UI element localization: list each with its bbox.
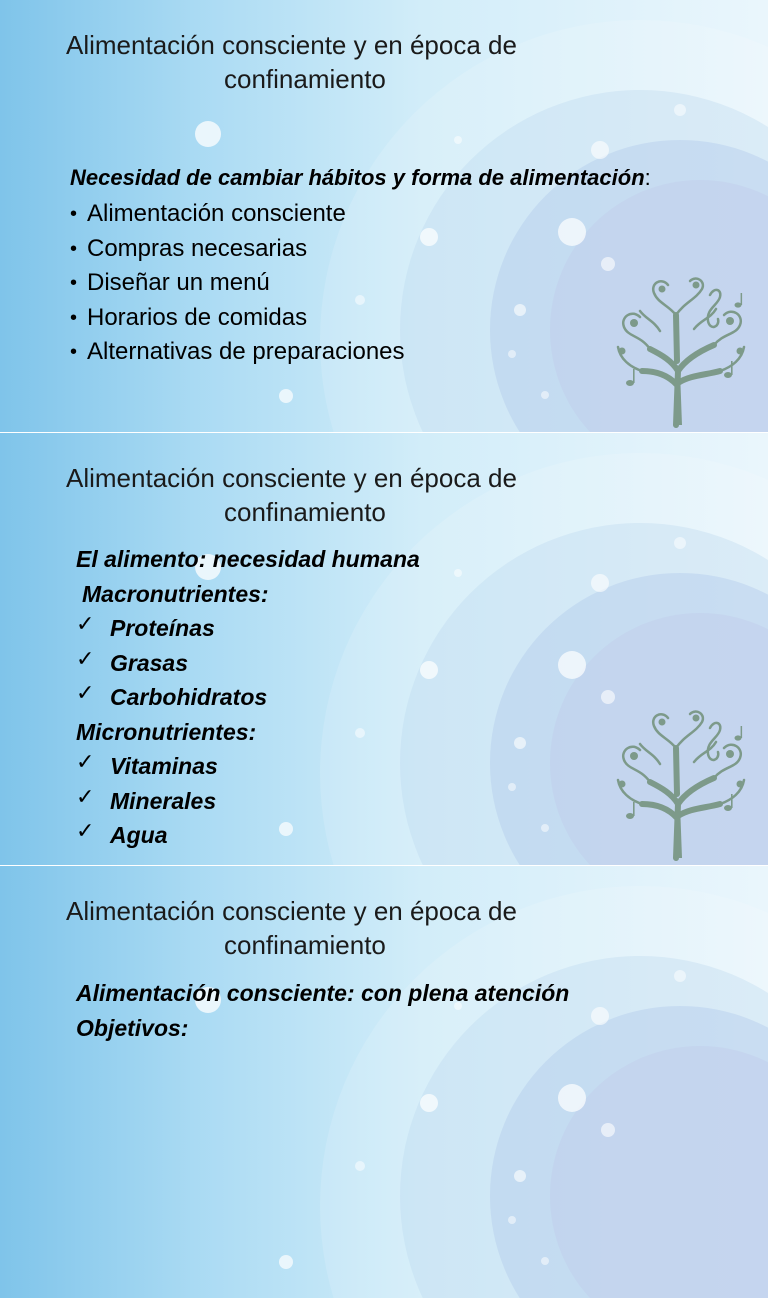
bullet-dot-icon: • (70, 237, 78, 260)
slide-content (76, 976, 569, 1045)
list-item-text: Agua (110, 822, 168, 848)
checkmark-icon: ✓ (76, 783, 95, 809)
list-item (70, 266, 651, 301)
list-item (70, 301, 651, 336)
bullet-dot-icon: • (70, 203, 78, 225)
heading-colon: : (644, 165, 651, 190)
bullet-dot-icon: • (70, 306, 78, 329)
slide-2 (0, 433, 768, 865)
macronutrients-list (76, 611, 420, 715)
slide-title-line2: confinamiento (224, 64, 386, 94)
music-tree-icon (610, 703, 750, 863)
section-heading: Alimentación consciente: con plena atención (76, 980, 570, 1006)
list-item-text: Compras necesarias (87, 234, 308, 262)
slide-3 (0, 866, 768, 1298)
list-item (76, 611, 420, 646)
list-item (70, 197, 651, 232)
bullet-dot-icon: • (70, 341, 78, 363)
list-item (76, 749, 420, 784)
section-heading (70, 162, 651, 197)
list-item (70, 335, 651, 370)
slide-content (70, 162, 651, 370)
checkmark-icon: ✓ (76, 818, 95, 843)
slide-title-line1: Alimentación consciente y en época de (66, 30, 517, 60)
micronutrients-label: Micronutrientes: (76, 718, 257, 745)
list-item (76, 818, 420, 853)
slide-content (76, 542, 420, 853)
slide-title-line2: confinamiento (224, 930, 386, 960)
macronutrients-label: Macronutrientes: (82, 580, 269, 607)
list-item (76, 784, 420, 819)
list-item (76, 680, 420, 715)
list-item-text: Grasas (110, 649, 189, 676)
bullet-dot-icon: • (70, 272, 78, 294)
section-heading: El alimento: necesidad humana (76, 546, 420, 572)
heading-text: Necesidad de cambiar hábitos y forma de alimentación (70, 165, 645, 190)
checkmark-icon: ✓ (76, 680, 95, 705)
slide-1 (0, 0, 768, 432)
list-item-text: Vitaminas (110, 753, 218, 779)
list-item-text: Alternativas de preparaciones (87, 338, 405, 365)
slide-title-line2: confinamiento (224, 497, 386, 527)
objectives-label: Objetivos: (76, 1014, 189, 1041)
slide-title-line1: Alimentación consciente y en época de (66, 896, 517, 926)
checkmark-icon: ✓ (76, 611, 95, 636)
checkmark-icon: ✓ (76, 645, 95, 671)
list-item-text: Minerales (110, 787, 217, 814)
bullet-list (70, 197, 651, 370)
slide-title (0, 894, 768, 962)
list-item-text: Diseñar un menú (87, 269, 270, 296)
checkmark-icon: ✓ (76, 749, 95, 774)
list-item (70, 232, 651, 267)
slide-title-line1: Alimentación consciente y en época de (66, 463, 517, 493)
list-item-text: Horarios de comidas (87, 303, 308, 331)
list-item (76, 646, 420, 681)
slide-title (0, 28, 768, 96)
slide-title (0, 461, 768, 529)
list-item-text: Carbohidratos (110, 684, 268, 710)
micronutrients-list (76, 749, 420, 853)
list-item-text: Alimentación consciente (87, 200, 346, 227)
list-item-text: Proteínas (110, 615, 215, 641)
